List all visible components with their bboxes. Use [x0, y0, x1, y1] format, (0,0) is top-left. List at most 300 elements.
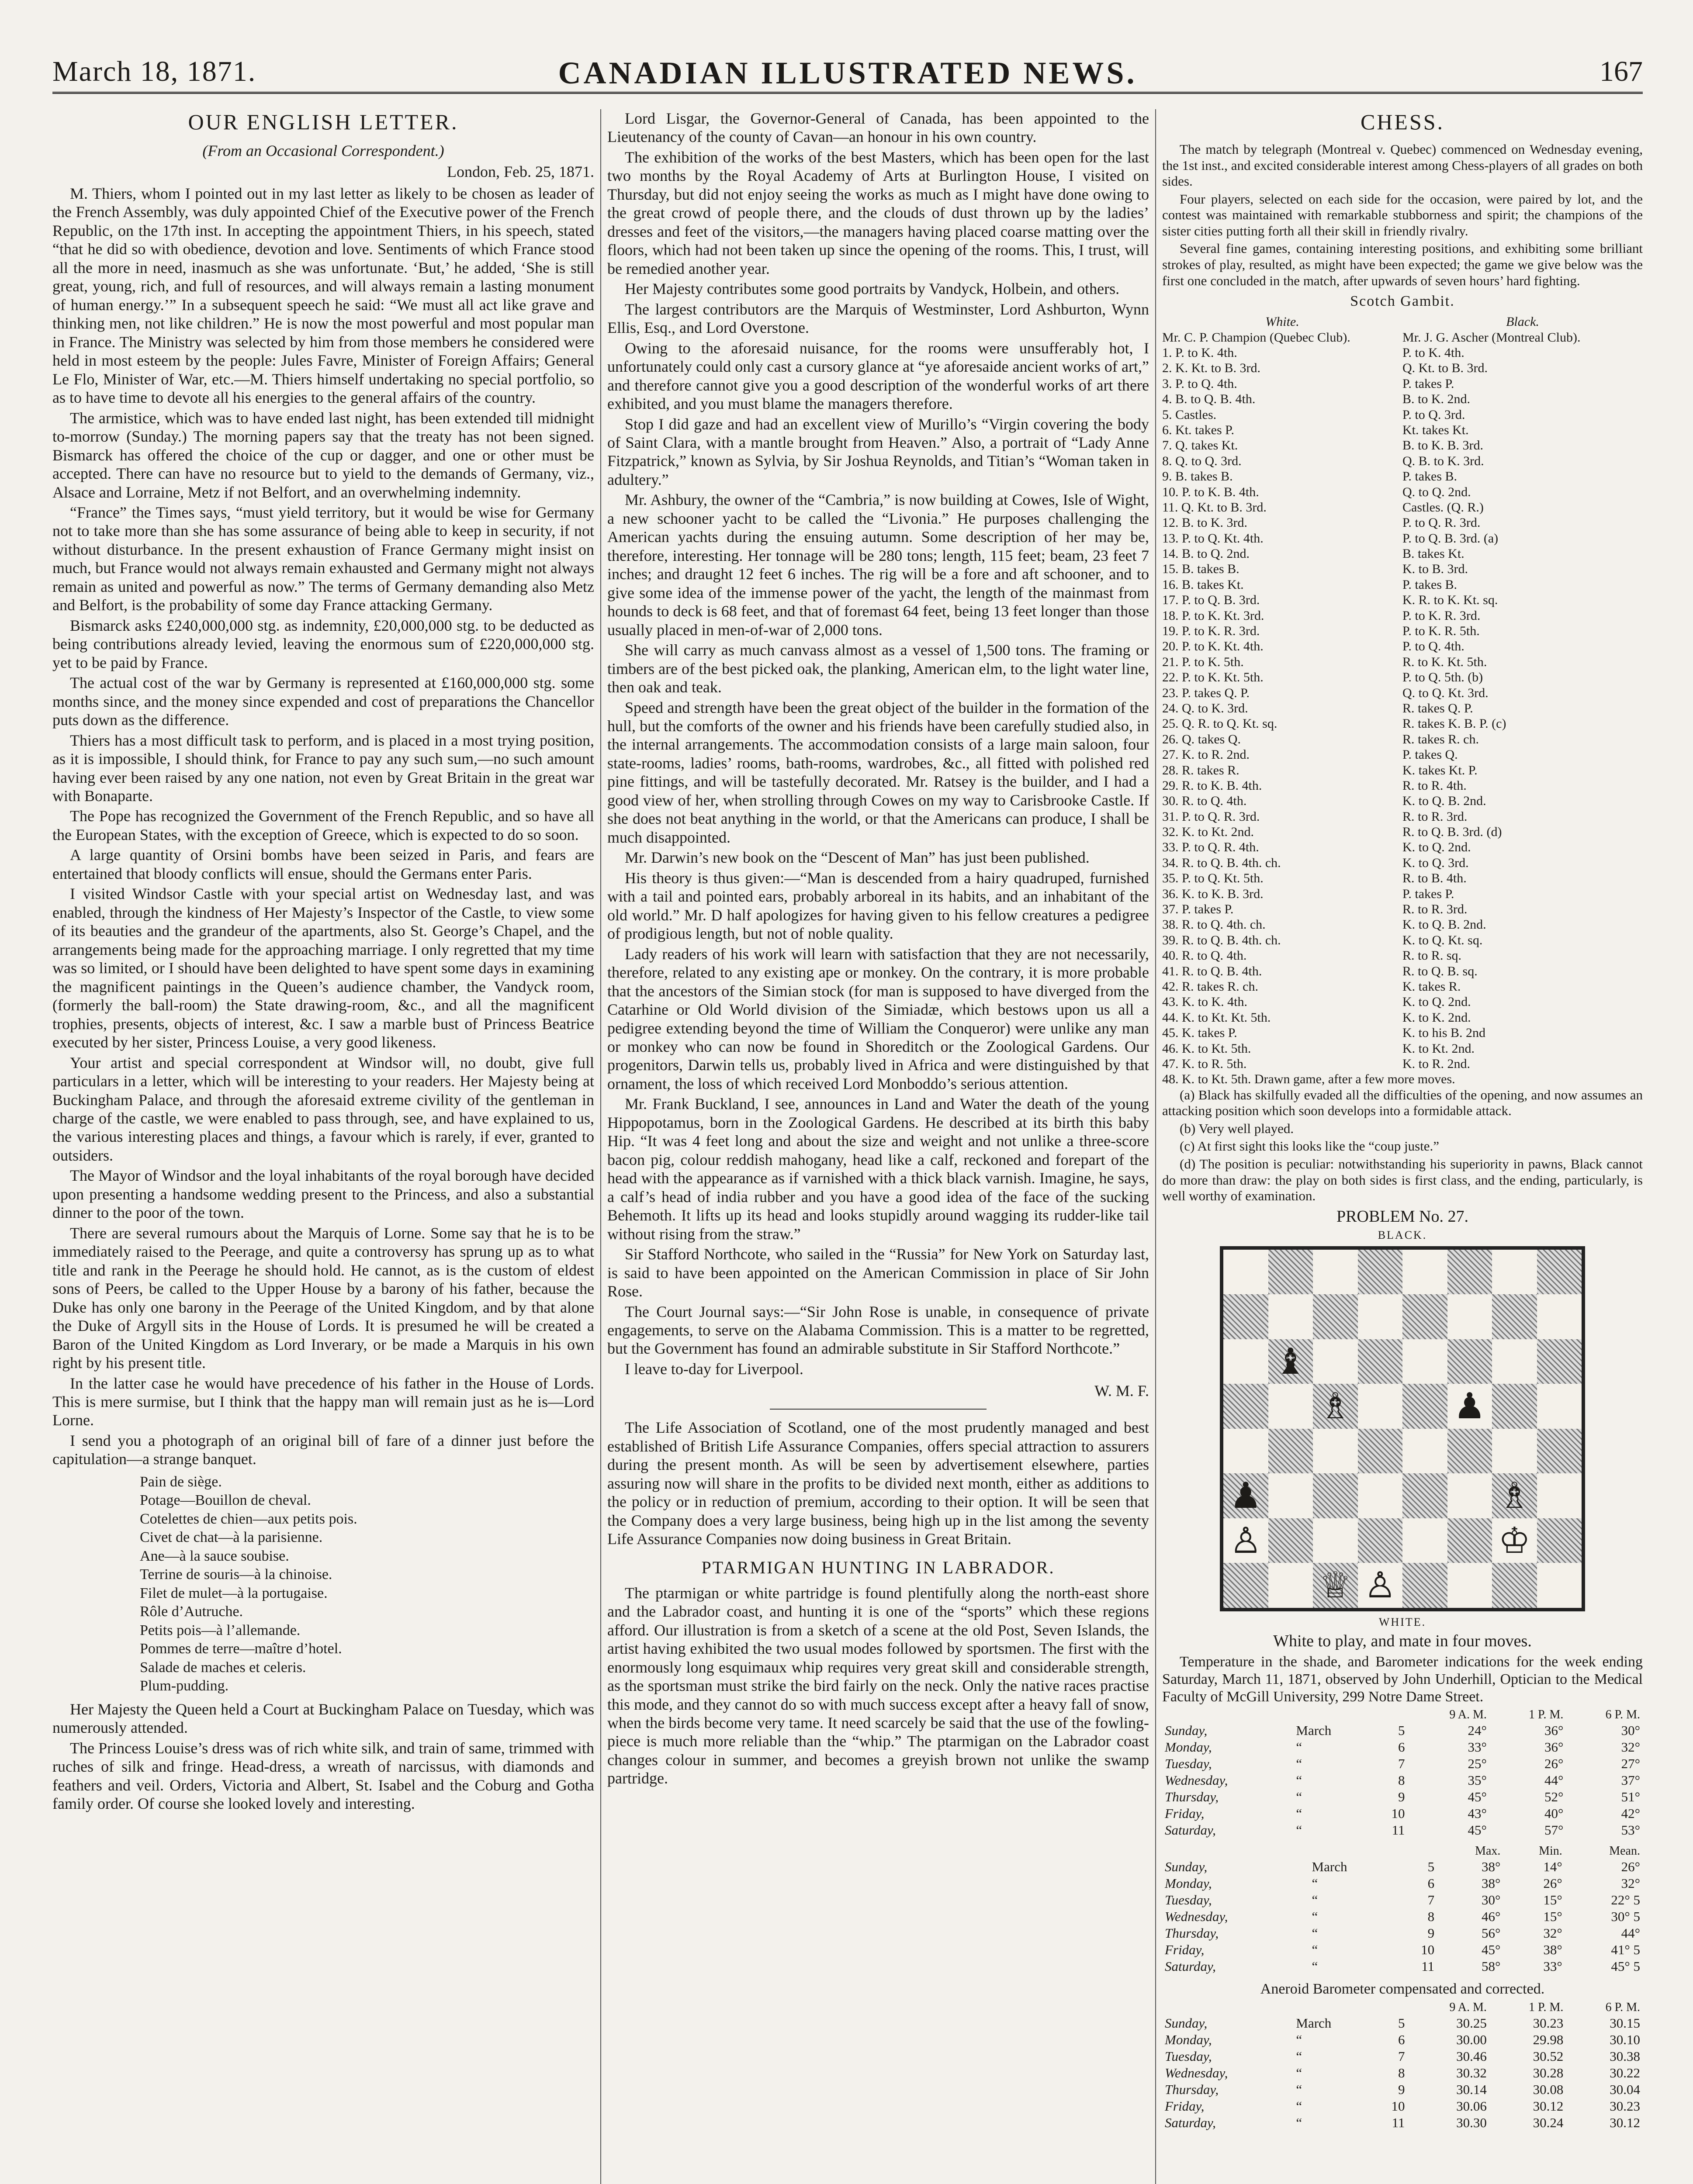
table-cell: Saturday,	[1165, 1822, 1216, 1838]
page-number: 167	[1600, 55, 1643, 87]
chess-move: 8. Q. to Q. 3rd.	[1162, 453, 1242, 468]
chess-piece-square: ♕	[1313, 1563, 1358, 1608]
chess-square	[1313, 1429, 1358, 1474]
weather-intro: Temperature in the shade, and Barometer indications for the week ending Saturday, March 11, 1871, observed by John Underhill, Optician to the Medical Faculty of McGill University, 299 Notre Dame Street.	[1162, 1653, 1643, 1705]
chess-square	[1358, 1250, 1403, 1295]
chess-square	[1268, 1563, 1313, 1608]
chess-intro-paragraph: Four players, selected on each side for the occasion, were paired by lot, and the contest was maintained with remarkable stubborness and spirit; the champions of the sister cities putting forth all their skill in friendly rivalry.	[1162, 191, 1643, 238]
letter-paragraph: I send you a photograph of an original bill of fare of a dinner just before the capitulation—a strange banquet.	[52, 1431, 594, 1468]
masthead	[52, 52, 1643, 94]
letter-paragraph: Stop I did gaze and had an excellent view of Murillo’s “Virgin covering the body of Saint Clara, with a mantle brought from Heaven.” Also, a portrait of “Lady Anne Fitzpatrick,” known as Sylvia, by Sir Joshua Reynolds, and Titian’s “Woman taken in adultery.”	[607, 415, 1149, 488]
table-cell: 45°	[1468, 1789, 1487, 1805]
table-header	[1371, 2000, 1408, 2015]
chess-move: P. takes B.	[1402, 577, 1458, 592]
chess-intro-paragraph: The match by telegraph (Montreal v. Quebec) commenced on Wednesday evening, the 1st inst., and excited considerable interest among Chess-players of all grades on both sides.	[1162, 142, 1643, 189]
chess-square	[1492, 1384, 1537, 1429]
table-cell: 33°	[1543, 1959, 1562, 1974]
table-row	[1162, 1772, 1643, 1789]
chess-heading: CHESS.	[1360, 110, 1445, 134]
chess-move: 42. R. takes R. ch.	[1162, 979, 1258, 994]
chess-move: 36. K. to K. B. 3rd.	[1162, 886, 1264, 901]
chess-move: R. to R. 3rd.	[1402, 809, 1468, 824]
table-row	[1162, 1925, 1643, 1942]
chess-square	[1537, 1250, 1582, 1295]
table-cell: 30.15	[1610, 2015, 1640, 2031]
table-cell: 32°	[1621, 1739, 1640, 1755]
table-row	[1162, 2065, 1643, 2081]
table-cell: “	[1296, 2115, 1302, 2131]
publication-title: CANADIAN ILLUSTRATED NEWS.	[558, 55, 1137, 90]
table-cell: “	[1312, 1909, 1318, 1925]
table-cell: 30° 5	[1611, 1909, 1640, 1925]
chess-square	[1537, 1563, 1582, 1608]
table-cell: 30.24	[1533, 2115, 1564, 2131]
chess-move: 33. P. to Q. R. 4th.	[1162, 840, 1259, 855]
table-cell: 35°	[1468, 1773, 1487, 1788]
table-cell: Monday,	[1165, 1876, 1212, 1891]
table-cell: 5	[1398, 1723, 1405, 1738]
chess-move: R. to Q. B. 3rd. (d)	[1402, 825, 1502, 840]
letter-paragraph: Mr. Ashbury, the owner of the “Cambria,” is now building at Cowes, Isle of Wight, a new schooner yacht to be called the “Livonia.” He purposes challenging the American yachts during the ensuing autumn. Some description of her may be, therefore, interesting. Her tonnage will be 280 tons; length, 115 feet; beam, 23 feet 7 inches; and draught 12 feet 6 inches. The rig will be a fore and aft schooner, and to give some idea of the immense power of the yacht, the length of the mainmast from hounds to deck is 68 feet, and that of foremast 64 feet, being 13 feet longer than those usually placed in men-of-war of 2,000 tons.	[607, 491, 1149, 639]
table-header	[1293, 2000, 1371, 2015]
table-cell: Tuesday,	[1165, 2049, 1212, 2064]
table-cell: 10	[1391, 2098, 1405, 2114]
letter-paragraph: “France” the Times says, “must yield territory, but it would be wise for Germany not to take more than she has some assurance of being able to keep in security, if not without disturbance. In the present exhaustion of France Germany might insist on much, but France would not always remain exhausted and Germany might not always remain as united and powerful as now.” The terms of Germany demanding also Metz and Belfort, is the probability of some day France attacking Germany.	[52, 503, 594, 614]
chess-move: 46. K. to Kt. 5th.	[1162, 1041, 1251, 1056]
table-cell: Monday,	[1165, 2032, 1212, 2048]
table-cell: 30.08	[1533, 2082, 1564, 2098]
chess-move: 22. P. to K. Kt. 5th.	[1162, 670, 1264, 685]
letter-paragraph: Mr. Frank Buckland, I see, announces in Land and Water the death of the young Hippopotamus, born in the Zoological Gardens. He described at its birth this baby Hip. “It was 4 feet long and about the size and weight and not unlike a three-score bacon pig, colour reddish mahogany, head like a calf, reckoned and forepart of the head with the appearance as if varnished with a thick black varnish. Imagine, he says, a calf’s head of india rubber and you have a good idea of the face of the sucking Behemoth. It lifts up its head and looks stupidly around wagging its rudder-like tail without rising from the straw.”	[607, 1095, 1149, 1243]
table-cell: 10	[1391, 1806, 1405, 1821]
chess-move: B. takes Kt.	[1402, 546, 1464, 561]
table-cell: Thursday,	[1165, 1789, 1219, 1805]
chess-move: K. to Q. Kt. sq.	[1402, 933, 1483, 947]
chess-square	[1492, 1250, 1537, 1295]
chess-square	[1447, 1473, 1492, 1518]
table-cell: “	[1296, 2032, 1302, 2048]
column-right	[1162, 109, 1643, 2184]
table-row	[1162, 1859, 1643, 1875]
chess-move: P. takes P.	[1402, 886, 1454, 901]
letter-paragraph: M. Thiers, whom I pointed out in my last letter as likely to be chosen as leader of the French Assembly, was duly appointed Chief of the Executive power of the French Republic, on the 17th inst. In accepting the appointment Thiers, in his speech, stated “that he did so with obedience, devotion and love. Sentiments of which France stood all the more in need, inasmuch as she was unfortunate. ‘But,’ he added, ‘She is still great, young, rich, and full of resources, and will always remain a lasting monument of human energy.’” In a subsequent speech he said: “We must all act like grave and thinking men, not like children.” He is now the most powerful and most popular man in France. The Ministry was selected by him from those members he considered were held in most esteem by the people: Jules Favre, Minister of Foreign Affairs; General Le Flo, Minister of War, etc.—M. Thiers himself undertaking no special portfolio, so as to have time to devote all his energies to the general affairs of the country.	[52, 185, 594, 407]
chess-move: B. to K. B. 3rd.	[1402, 438, 1484, 453]
chess-note: (d) The position is peculiar: notwithstanding his superiority in pawns, Black cannot do more than draw: the play on both sides is first class, and the ending, particularly, is well worthy of examination.	[1162, 1156, 1643, 1204]
table-cell: 6	[1398, 2032, 1405, 2048]
chess-move: 31. P. to Q. R. 3rd.	[1162, 809, 1260, 824]
chess-square	[1447, 1250, 1492, 1295]
chess-notes	[1162, 1087, 1643, 1204]
chess-move: 7. Q. takes Kt.	[1162, 438, 1238, 453]
chess-move: 23. P. takes Q. P.	[1162, 685, 1250, 700]
letter-body-a	[52, 184, 594, 1469]
chess-note: (b) Very well played.	[1180, 1120, 1294, 1136]
table-cell: 38°	[1482, 1876, 1501, 1891]
board-bottom-label: WHITE.	[1378, 1615, 1426, 1628]
table-cell: Wednesday,	[1165, 1909, 1228, 1925]
table-cell: 30.22	[1610, 2065, 1640, 2081]
chess-move: 4. B. to Q. B. 4th.	[1162, 392, 1256, 407]
ptarmigan-text: The ptarmigan or white partridge is found plentifully along the north-east shore and the Labrador coast, and hunting it is one of the “sports” which these regions afford. Our illustration is from a sketch of a scene at the old Post, Seven Islands, the artist having exhibited the two usual modes followed by sportsmen. The first with the enormously long esquimaux whip requires very great skill and considerable strength, as the sportsman must strike the bird fairly on the neck. Only the native races practise this mode, and they cannot do so with much success except after a heavy fall of snow, when the birds become very tame. It need scarcely be said that the use of the fowling-piece is much more reliable than the “whip.” The ptarmigan on the Labrador coast changes colour in summer, and becomes a greyish brown not unlike the swamp partridge.	[607, 1584, 1149, 1787]
table-header: Mean.	[1609, 1844, 1640, 1858]
table-cell: 9	[1427, 1925, 1435, 1941]
chess-move: P. takes B.	[1402, 469, 1458, 484]
chess-move: P. to Q. 4th.	[1402, 639, 1464, 654]
letter-paragraph: The Mayor of Windsor and the loyal inhabitants of the royal borough have decided upon presenting a handsome wedding present to the Princess, and also a substantial dinner to the poor of the town.	[52, 1167, 594, 1222]
letter-paragraph: I leave to-day for Liverpool.	[625, 1360, 803, 1378]
table-cell: 7	[1427, 1892, 1435, 1908]
chess-square	[1447, 1563, 1492, 1608]
table-header: Min.	[1539, 1844, 1562, 1858]
chess-square	[1358, 1473, 1403, 1518]
column-rule	[600, 109, 601, 2184]
table-cell: Saturday,	[1165, 1959, 1216, 1974]
game-players	[1162, 330, 1643, 345]
letter-paragraph: Lady readers of his work will learn with satisfaction that they are not necessarily, therefore, related to any existing ape or monkey. On the contrary, it is more probable that the ancestors of the Simian stock (for man is supposed to have diverged from the Catarhine or Old World division of the Simiadæ, which bestows upon us all a pedigree extending beyond the time of William the Conqueror) were unlike any man or monkey who can now be found in Shoreditch or the Zoological Gardens. Our progenitors, Darwin tells us, probably lived in Africa and were distinguished by that ornament, the loss of which received Lord Monboddo’s serious attention.	[607, 945, 1149, 1092]
game-moves	[1162, 345, 1643, 1087]
chess-move: 47. K. to R. 5th.	[1162, 1056, 1247, 1071]
table-cell: 58°	[1482, 1959, 1501, 1974]
letter-paragraph: The Princess Louise’s dress was of rich white silk, and train of same, trimmed with ruches of silk and fringe. Head-dress, a wreath of narcissus, with diamonds and feathers and veil. Orders, Victoria and Albert, St. Isabel and the Coburg and Gotha family order. Of course she looked lovely and interesting.	[52, 1739, 594, 1813]
table-row	[1162, 2015, 1643, 2032]
menu-item: Terrine de souris—à la chinoise.	[140, 1566, 332, 1583]
chess-move: K. R. to K. Kt. sq.	[1402, 593, 1498, 608]
chess-move: 38. R. to Q. 4th. ch.	[1162, 917, 1266, 932]
table-cell: 7	[1398, 1756, 1405, 1772]
chess-move: K. to K. 2nd.	[1402, 1010, 1471, 1025]
table-cell: 56°	[1482, 1925, 1501, 1941]
chess-move: 11. Q. Kt. to B. 3rd.	[1162, 500, 1267, 515]
chess-move: 34. R. to Q. B. 4th. ch.	[1162, 855, 1281, 870]
chess-move: Castles. (Q. R.)	[1402, 500, 1484, 515]
chess-move: 21. P. to K. 5th.	[1162, 654, 1244, 669]
table-cell: Tuesday,	[1165, 1756, 1212, 1772]
table-cell: “	[1296, 1773, 1302, 1788]
table-cell: 29.98	[1533, 2032, 1564, 2048]
menu-item: Salade de maches et celeris.	[140, 1659, 306, 1676]
chess-move: 2. K. Kt. to B. 3rd.	[1162, 361, 1260, 376]
issue-date: March 18, 1871.	[52, 55, 256, 87]
letter-body-c	[607, 109, 1149, 1378]
table-cell: “	[1312, 1876, 1318, 1891]
chess-move: P. to K. R. 5th.	[1402, 624, 1480, 639]
table-row	[1162, 1958, 1643, 1975]
table-cell: “	[1312, 1959, 1318, 1974]
table-cell: 53°	[1621, 1822, 1640, 1838]
table-cell: 26°	[1544, 1756, 1564, 1772]
chess-move: R. to K. Kt. 5th.	[1402, 654, 1487, 669]
section-divider	[770, 1409, 987, 1410]
letter-paragraph: She will carry as much canvass almost as a vessel of 1,500 tons. The framing or timbers are of the best picked oak, the planking, American elm, to the light water line, then oak and teak.	[607, 641, 1149, 696]
letter-paragraph: The Pope has recognized the Government of the French Republic, and so have all the European States, with the exception of Greece, which is expected to do so soon.	[52, 807, 594, 843]
chess-move: 27. K. to R. 2nd.	[1162, 747, 1250, 762]
chess-move: P. to Q. 5th. (b)	[1402, 670, 1483, 685]
table-cell: 38°	[1482, 1859, 1501, 1875]
problem-title: PROBLEM No. 27.	[1336, 1207, 1468, 1226]
table-header: 1 P. M.	[1529, 2001, 1564, 2015]
chess-move: P. to Q. R. 3rd.	[1402, 515, 1481, 530]
table-row	[1162, 1822, 1643, 1838]
table-cell: 51°	[1621, 1789, 1640, 1805]
table-cell: March	[1296, 1723, 1332, 1738]
chess-move: Kt. takes Kt.	[1402, 422, 1469, 437]
table-cell: Thursday,	[1165, 2082, 1219, 2098]
table-cell: Sunday,	[1165, 2015, 1208, 2031]
chess-move: R. takes R. ch.	[1402, 732, 1479, 746]
menu-item: Cotelettes de chien—aux petits pois.	[140, 1510, 357, 1527]
chess-move: 25. Q. R. to Q. Kt. sq.	[1162, 716, 1278, 731]
chess-square	[1358, 1384, 1403, 1429]
chess-move: B. to K. 2nd.	[1402, 392, 1471, 407]
table-cell: 30.12	[1610, 2115, 1640, 2131]
chess-square	[1313, 1518, 1358, 1563]
temperature-table	[1162, 1707, 1643, 1838]
table-cell: 15°	[1543, 1909, 1562, 1925]
chess-move: K. to Q. 3rd.	[1402, 855, 1469, 870]
letter-subheading: (From an Occasional Correspondent.)	[202, 142, 444, 159]
letter-paragraph: The actual cost of the war by Germany is represented at £160,000,000 stg. some months since, and the money since expended and cost of preparations the Chancellor puts down as the difference.	[52, 674, 594, 729]
table-cell: 45° 5	[1611, 1959, 1640, 1974]
table-cell: 30.52	[1533, 2049, 1564, 2064]
chess-square	[1537, 1294, 1582, 1339]
table-cell: 36°	[1544, 1739, 1564, 1755]
chess-piece-square: ♗	[1313, 1384, 1358, 1429]
letter-paragraph: Lord Lisgar, the Governor-General of Canada, has been appointed to the Lieutenancy of the county of Cavan—an honour in his own country.	[607, 110, 1149, 146]
table-row	[1162, 1739, 1643, 1755]
table-row	[1162, 1942, 1643, 1958]
chess-square	[1402, 1473, 1447, 1518]
chess-piece-square: ♙	[1358, 1563, 1403, 1608]
chess-square	[1223, 1250, 1268, 1295]
chess-square	[1537, 1339, 1582, 1384]
chess-move: R. to R. 4th.	[1402, 778, 1467, 793]
table-cell: “	[1296, 2049, 1302, 2064]
letter-paragraph: The exhibition of the works of the best Masters, which has been open for the last two months by the Royal Academy of Arts at Burlington House, I visited on Thursday, but did not enjoy seeing the works as much as I might have done owing to the great crowd of people there, and the clouds of dust thrown up by the ladies’ dresses and feet of the visitors,—the managers having placed coarse matting over the floors, which had not been taken up since the opening of the rooms. This, I trust, will be remedied another year.	[607, 148, 1149, 277]
table-row	[1162, 2032, 1643, 2048]
table-header: 6 P. M.	[1605, 1708, 1640, 1722]
table-row	[1162, 1892, 1643, 1908]
menu-item: Pain de siège.	[140, 1473, 222, 1490]
table-cell: 30.04	[1610, 2082, 1640, 2098]
chess-intro-paragraph: Several fine games, containing interesting positions, and exhibiting some brilliant strokes of play, resulted, as might have been expected; the game we give below was the first one concluded in the match, after upwards of seven hours’ hard fighting.	[1162, 241, 1643, 288]
letter-body-b	[52, 1700, 594, 1813]
chess-square	[1223, 1563, 1268, 1608]
board-top-label: BLACK.	[1378, 1228, 1427, 1241]
menu-item: Civet de chat—à la parisienne.	[140, 1529, 323, 1546]
table-cell: 33°	[1468, 1739, 1487, 1755]
letter-signature: W. M. F.	[1094, 1382, 1149, 1400]
chess-move: K. to Q. B. 2nd.	[1402, 794, 1486, 809]
chess-move: 40. R. to Q. 4th.	[1162, 948, 1247, 963]
game-labels	[1162, 314, 1643, 329]
chess-square	[1492, 1294, 1537, 1339]
table-cell: “	[1296, 1806, 1302, 1821]
chess-square	[1268, 1473, 1313, 1518]
table-cell: 11	[1392, 1822, 1405, 1838]
chess-move: K. to Q. 2nd.	[1402, 995, 1471, 1009]
chess-move: K. to R. 2nd.	[1402, 1056, 1471, 1071]
table-cell: 27°	[1621, 1756, 1640, 1772]
column-left	[52, 109, 594, 2184]
table-header	[1397, 1844, 1437, 1859]
menu-item: Pommes de terre—maître d’hotel.	[140, 1641, 342, 1657]
table-cell: 11	[1392, 2115, 1405, 2131]
chess-square	[1268, 1384, 1313, 1429]
table-cell: Tuesday,	[1165, 1892, 1212, 1908]
letter-paragraph: A large quantity of Orsini bombs have been seized in Paris, and fears are entertained that bloody conflicts will ensue, should the Germans enter Paris.	[52, 846, 594, 882]
letter-paragraph: Your artist and special correspondent at Windsor will, no doubt, give full particulars in a letter, which will be interesting to your readers. Her Majesty being at Buckingham Palace, and through the aforesaid extreme civility of the gentleman in charge of the castle, we were enabled to pass through, see, and have explained to us, the various interesting places and things, a favour which is rarely, if ever, granted to outsiders.	[52, 1054, 594, 1164]
table-cell: 30.23	[1533, 2015, 1564, 2031]
table-cell: 6	[1427, 1876, 1435, 1891]
chess-move: P. takes P.	[1402, 376, 1454, 391]
chess-move: R. to R. sq.	[1402, 948, 1462, 963]
chess-square	[1313, 1250, 1358, 1295]
chess-move: 45. K. takes P.	[1162, 1026, 1237, 1040]
table-cell: 9	[1398, 1789, 1405, 1805]
table-cell: 15°	[1543, 1892, 1562, 1908]
table-header	[1309, 1844, 1397, 1859]
chess-square	[1358, 1518, 1403, 1563]
table-cell: 37°	[1621, 1773, 1640, 1788]
chess-square	[1447, 1429, 1492, 1474]
chess-note: (a) Black has skilfully evaded all the difficulties of the opening, and now assumes an attacking position which soon develops into a formidable attack.	[1162, 1087, 1643, 1119]
menu-item: Petits pois—à l’allemande.	[140, 1622, 301, 1638]
life-association-text: The Life Association of Scotland, one of the most prudently managed and best established of British Life Assurance Companies, offers special attraction to assurers during the present month. As will be seen by advertisement elsewhere, parties assuring now will share in the profits to be divided next month, either as additions to the policy or in reduction of premium, according to their option. It will be seen that the Company does a very large business, being high up in the list among the seventy Life Assurance Companies now doing business in Great Britain.	[607, 1419, 1149, 1548]
chess-move: 19. P. to K. R. 3rd.	[1162, 624, 1260, 639]
table-cell: “	[1312, 1942, 1318, 1958]
table-cell: 22° 5	[1611, 1892, 1640, 1908]
table-row	[1162, 2048, 1643, 2065]
letter-paragraph: Her Majesty contributes some good portraits by Vandyck, Holbein, and others.	[625, 280, 1120, 298]
table-cell: 26°	[1543, 1876, 1562, 1891]
chess-move: Q. to Q. 2nd.	[1402, 484, 1471, 499]
chess-move: P. to Q. B. 3rd. (a)	[1402, 531, 1499, 546]
chess-square	[1268, 1294, 1313, 1339]
letter-paragraph: Her Majesty the Queen held a Court at Buckingham Palace on Tuesday, which was numerously attended.	[52, 1700, 594, 1737]
table-cell: 32°	[1543, 1925, 1562, 1941]
table-row	[1162, 2098, 1643, 2115]
table-cell: 30°	[1621, 1723, 1640, 1738]
table-row	[1162, 1875, 1643, 1892]
table-cell: 43°	[1468, 1806, 1487, 1821]
chess-square	[1223, 1429, 1268, 1474]
chess-square	[1402, 1518, 1447, 1563]
chess-square	[1492, 1339, 1537, 1384]
chess-move: 18. P. to K. Kt. 3rd.	[1162, 608, 1264, 623]
table-row	[1162, 1805, 1643, 1822]
table-cell: 30.38	[1610, 2049, 1640, 2064]
table-header: 9 A. M.	[1449, 2001, 1487, 2015]
table-cell: 30.06	[1456, 2098, 1487, 2114]
chess-square	[1447, 1294, 1492, 1339]
menu-item: Plum-pudding.	[140, 1678, 229, 1694]
chess-move: 26. Q. takes Q.	[1162, 732, 1241, 746]
table-cell: March	[1296, 2015, 1332, 2031]
chess-move: 41. R. to Q. B. 4th.	[1162, 964, 1262, 978]
table-cell: Wednesday,	[1165, 1773, 1228, 1788]
letter-heading: OUR ENGLISH LETTER.	[188, 110, 459, 134]
chess-move: 15. B. takes B.	[1162, 562, 1239, 577]
chess-move: 44. K. to Kt. Kt. 5th.	[1162, 1010, 1271, 1025]
table-cell: 57°	[1544, 1822, 1564, 1838]
letter-dateline: London, Feb. 25, 1871.	[447, 163, 594, 180]
table-cell: 25°	[1468, 1756, 1487, 1772]
table-cell: 41° 5	[1611, 1942, 1640, 1958]
chess-move: 39. R. to Q. B. 4th. ch.	[1162, 933, 1281, 947]
bill-of-fare	[140, 1473, 594, 1696]
chess-opening: Scotch Gambit.	[1350, 293, 1455, 310]
chess-move: Q. to Q. Kt. 3rd.	[1402, 685, 1489, 700]
table-cell: Saturday,	[1165, 2115, 1216, 2131]
table-row	[1162, 1908, 1643, 1925]
table-cell: “	[1296, 1739, 1302, 1755]
table-cell: 8	[1398, 1773, 1405, 1788]
chess-square	[1313, 1473, 1358, 1518]
chess-move: 43. K. to K. 4th.	[1162, 995, 1247, 1009]
chess-square	[1402, 1294, 1447, 1339]
table-cell: 6	[1398, 1739, 1405, 1755]
chess-square	[1402, 1250, 1447, 1295]
chess-move: R. takes Q. P.	[1402, 701, 1473, 715]
chess-move: R. to B. 4th.	[1402, 871, 1467, 886]
table-cell: “	[1296, 2082, 1302, 2098]
white-label: White.	[1265, 314, 1299, 329]
table-row	[1162, 2115, 1643, 2131]
chess-move: K. to Kt. 2nd.	[1402, 1041, 1475, 1056]
letter-paragraph: The armistice, which was to have ended last night, has been extended till midnight to-morrow (Sunday.) The morning papers say that the treaty has not been signed. Bismarck has offered the choice of the cup or dagger, and one or other must be accepted. There can have no resource but to yield to the demands of Germany, viz., Alsace and Lorraine, Metz if not Belfort, and an overwhelming indemnity.	[52, 409, 594, 501]
chess-move: 3. P. to Q. 4th.	[1162, 376, 1237, 391]
chess-move: 16. B. takes Kt.	[1162, 577, 1244, 592]
letter-paragraph: The largest contributors are the Marquis of Westminster, Lord Ashburton, Wynn Ellis, Esq., and Lord Overstone.	[607, 300, 1149, 337]
table-header	[1293, 1707, 1371, 1722]
table-header: 6 P. M.	[1605, 2001, 1640, 2015]
letter-paragraph: In the latter case he would have precedence of his father in the House of Lords. This is mere surmise, but I think that the happy man will remain just as he is—Lord Lorne.	[52, 1374, 594, 1429]
chess-square	[1402, 1339, 1447, 1384]
table-cell: 30.25	[1456, 2015, 1487, 2031]
chess-move: 17. P. to Q. B. 3rd.	[1162, 593, 1260, 608]
chess-move: K. to his B. 2nd	[1402, 1026, 1486, 1040]
menu-item: Ane—à la sauce soubise.	[140, 1548, 289, 1564]
table-header	[1371, 1707, 1408, 1722]
chess-piece-square: ♝	[1268, 1339, 1313, 1384]
letter-paragraph: His theory is thus given:—“Man is descended from a hairy quadruped, furnished with a tail and pointed ears, probably arboreal in its habits, and an inhabitant of the old world.” Mr. D half apologizes for having given to his fellow creatures a pedigree of prodigious length, but not of noble quality.	[607, 869, 1149, 943]
letter-paragraph: The Court Journal says:—“Sir John Rose is unable, in consequence of private engagements, to serve on the Alabama Commission. This is a matter to be regretted, but the Government has found an admirable substitute in Sir Stafford Northcote.”	[607, 1303, 1149, 1358]
chess-move: Q. B. to K. 3rd.	[1402, 453, 1484, 468]
table-cell: “	[1312, 1892, 1318, 1908]
table-cell: 14°	[1543, 1859, 1562, 1875]
barometer-table	[1162, 2000, 1643, 2131]
letter-paragraph: Bismarck asks £240,000,000 stg. as indemnity, £20,000,000 stg. to be deducted as being contributions already levied, leaving the enormous sum of £220,000,000 stg. yet to be paid by France.	[52, 616, 594, 671]
table-cell: 9	[1398, 2082, 1405, 2098]
table-cell: Sunday,	[1165, 1859, 1208, 1875]
table-cell: 5	[1427, 1859, 1435, 1875]
table-cell: 30.30	[1456, 2115, 1487, 2131]
table-cell: Friday,	[1165, 1806, 1205, 1821]
chess-square	[1313, 1294, 1358, 1339]
table-row	[1162, 1789, 1643, 1805]
chess-move: 1. P. to K. 4th.	[1162, 345, 1237, 360]
table-cell: Thursday,	[1165, 1925, 1219, 1941]
letter-paragraph: Thiers has a most difficult task to perform, and is placed in a most trying position, as it is impossible, I should think, for France to pay any such sum,—no such amount having ever been raised by any one nation, not even by Great Britain in the great war with Bonaparte.	[52, 731, 594, 805]
chess-intro	[1162, 142, 1643, 289]
menu-item: Potage—Bouillon de cheval.	[140, 1492, 311, 1509]
chess-move: 24. Q. to K. 3rd.	[1162, 701, 1248, 715]
table-cell: “	[1296, 1756, 1302, 1772]
chess-square	[1492, 1563, 1537, 1608]
chess-move: K. to B. 3rd.	[1402, 562, 1468, 577]
table-cell: 44°	[1621, 1925, 1640, 1941]
table-cell: 10	[1421, 1942, 1435, 1958]
